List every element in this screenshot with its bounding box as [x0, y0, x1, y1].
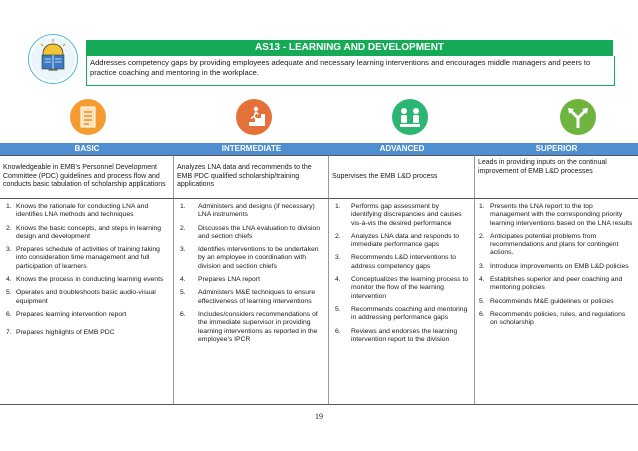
competency-title: AS13 - LEARNING AND DEVELOPMENT	[86, 40, 613, 56]
list-item: 2. Analyzes LNA data and responds to immediate performance gaps	[335, 232, 460, 249]
indicator-list-advanced	[329, 199, 475, 405]
list-item: 3. Introduce improvements on EMB L&D policies	[479, 262, 629, 270]
list-item: 6. Prepares learning intervention report	[6, 310, 127, 318]
team-icon	[392, 99, 428, 135]
list-item: 3. Identifies interventions to be undertaken by an employee in coordination with division and section chiefs	[180, 246, 319, 270]
list-item: 5. Recommends M&E guidelines or policies	[479, 297, 614, 305]
indicator-list-superior	[475, 199, 638, 405]
indicator-list-intermediate	[174, 199, 329, 405]
column-header-superior: SUPERIOR	[475, 143, 638, 155]
list-item: 1. Performs gap assessment by identifying discrepancies and causes vis-à-vis the desired performance	[335, 203, 462, 227]
list-item: 3. Prepares schedule of activities of training taking into consideration time management and full participation of learners	[6, 246, 160, 270]
list-item: 7. Prepares highlights of EMB PDC	[6, 329, 115, 337]
page-number: 19	[315, 412, 323, 421]
competency-description: Addresses competency gaps by providing employees adequate and necessary learning interventions and encourages middle managers and peers to practice coaching and mentoring in the workplace.	[86, 56, 615, 86]
list-item: 3. Recommends L&D interventions to address competency gaps	[335, 254, 457, 270]
column-header-intermediate: INTERMEDIATE	[174, 143, 329, 155]
list-item: 2. Anticipates potential problems from recommendations and plans for contingent actions.	[479, 232, 619, 257]
summary-basic: Knowledgeable in EMB’s Personnel Development Committee (PDC) guidelines and process flow and conducts basic tabulation of scholarship applications	[0, 155, 174, 199]
competency-table	[0, 143, 638, 405]
indicator-list-basic	[0, 199, 174, 405]
list-item: 5. Administers M&E techniques to ensure effectiveness of learning interventions	[180, 289, 316, 305]
list-item: 4. Prepares LNA report	[180, 276, 260, 284]
direction-arrows-icon	[560, 99, 596, 135]
list-item: 6. Reviews and endorses the learning intervention report to the division	[335, 327, 458, 343]
summary-intermediate: Analyzes LNA data and recommends to the EMB PDC qualified scholarship/training applications	[174, 155, 329, 199]
list-item: 4. Knows the process in conducting learning events	[6, 276, 164, 284]
summary-advanced: Supervises the EMB L&D process	[329, 155, 475, 199]
list-item: 5. Recommends coaching and mentoring in addressing performance gaps	[335, 305, 468, 322]
list-item: 1. Knows the rationale for conducting LNA and identifies LNA methods and techniques	[6, 203, 149, 219]
list-item: 1. Administers and designs (if necessary) LNA instruments	[180, 203, 315, 219]
list-item: 6. Includes/considers recommendations of the immediate supervisor in providing learning interventions as reported in the employee’s IPCR	[180, 310, 318, 343]
summary-superior: Leads in providing inputs on the continual improvement of EMB L&D processes	[475, 155, 638, 199]
column-header-basic: BASIC	[0, 143, 174, 155]
list-item: 4. Establishes superior and peer coaching and mentoring policies	[479, 276, 623, 292]
list-item: 4. Conceptualizes the learning process to monitor the flow of the learning intervention	[335, 276, 469, 300]
checklist-icon	[70, 99, 106, 135]
lightbulb-book-icon	[28, 34, 78, 84]
list-item: 2. Discusses the LNA evaluation to division and section chiefs	[180, 224, 321, 240]
list-item: 5. Operates and troubleshoots basic audio-visual equipment	[6, 289, 156, 305]
list-item: 2. Knows the basic concepts, and steps in learning design and development	[6, 224, 162, 240]
list-item: 6. Recommends policies, rules, and regulations on scholarship	[479, 310, 626, 327]
climbing-steps-icon	[236, 99, 272, 135]
column-header-advanced: ADVANCED	[329, 143, 475, 155]
list-item: 1. Presents the LNA report to the top management with the corresponding priority learning interventions based on the LNA results	[479, 203, 633, 227]
